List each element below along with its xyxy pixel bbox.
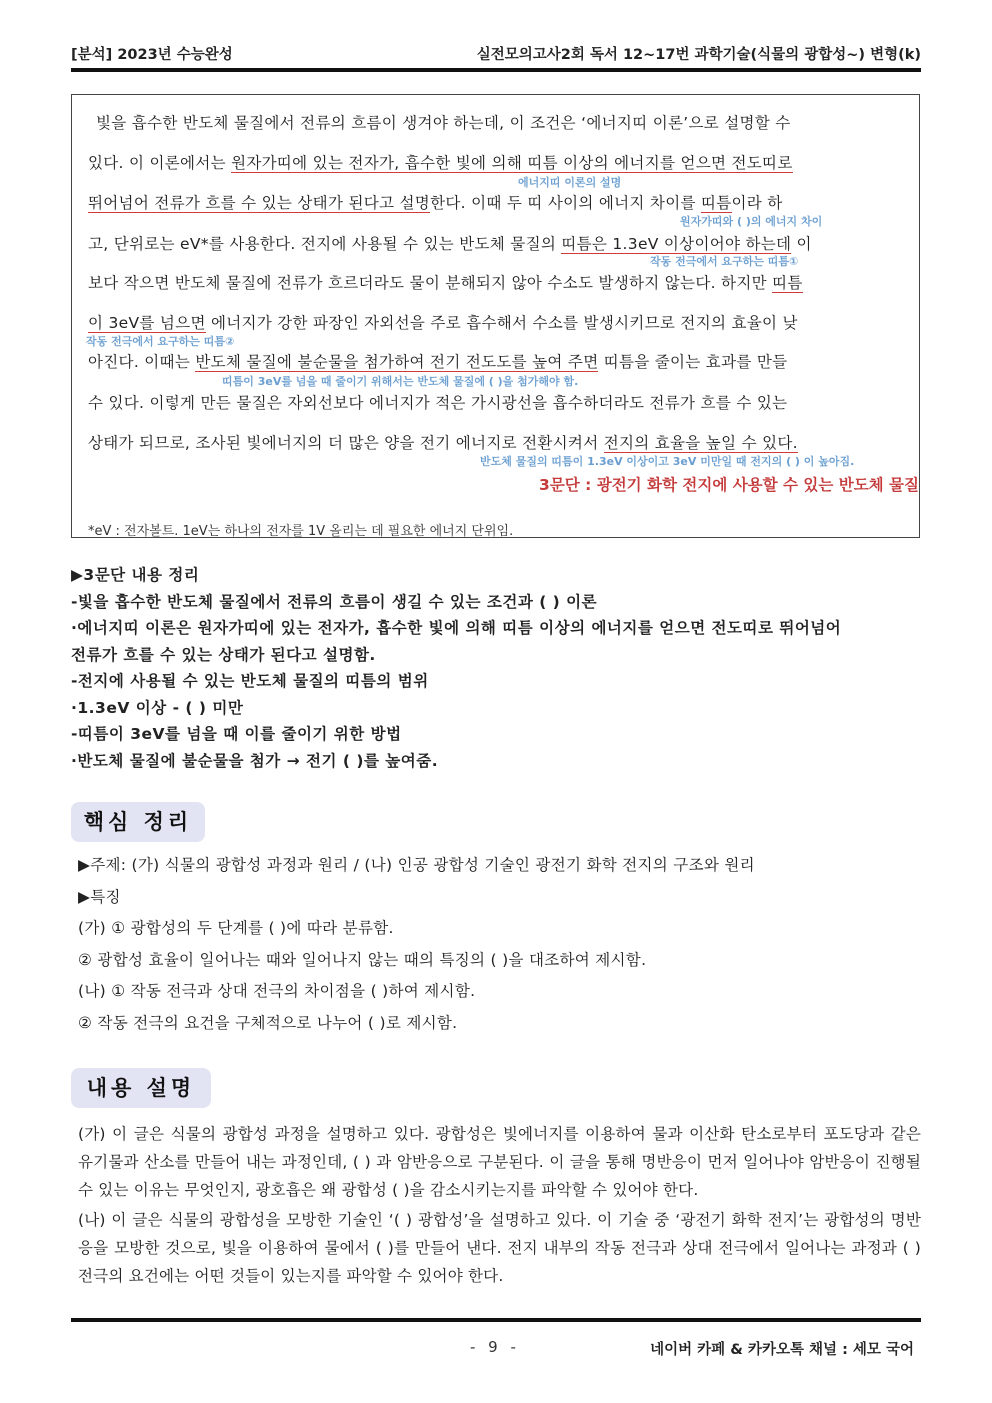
- core-item: ② 작동 전극의 요건을 구체적으로 나누어 ( )로 제시함.: [78, 1013, 458, 1032]
- header-divider: [71, 68, 921, 72]
- passage-line-9: 상태가 되므로, 조사된 빛에너지의 더 많은 양을 전기 에너지로 전환시켜서 전지의 효율을 높일 수 있다.: [88, 434, 798, 452]
- core-item: ▶특징: [78, 887, 121, 906]
- content-explanation-tag: 내용 설명: [71, 1068, 211, 1108]
- summary-item: -전지에 사용될 수 있는 반도체 물질의 띠틈의 범위: [71, 672, 429, 690]
- underlined-text: 반도체 물질에 불순물을 첨가하여 전기 전도도를 높여 주면: [195, 353, 599, 371]
- core-item: ▶주제: (가) 식물의 광합성 과정과 원리 / (나) 인공 광합성 기술인 광전기 화학 전지의 구조와 원리: [78, 856, 755, 874]
- summary-item: ·반도체 물질에 불순물을 첨가 → 전기 ( )를 높여줌.: [71, 751, 439, 770]
- header-right: 실전모의고사2회 독서 12~17번 과학기술(식물의 광합성~) 변형(k): [476, 47, 921, 63]
- passage-line-8: 수 있다. 이렇게 만든 물질은 자외선보다 에너지가 적은 가시광선을 흡수하더라도 전류가 흐를 수 있는: [88, 394, 788, 412]
- core-item: (나) ① 작동 전극과 상대 전극의 차이점을 ( )하여 제시함.: [78, 982, 476, 1000]
- annotation-4: 작동 전극에서 요구하는 띠틈②: [86, 335, 235, 348]
- paragraph-summary: 3문단 : 광전기 화학 전지에 사용할 수 있는 반도체 물질: [539, 476, 919, 494]
- summary-item: ·1.3eV 이상 - ( ) 미만: [71, 698, 244, 717]
- underlined-text: 뛰어넘어 전류가 흐를 수 있는 상태가 된다고 설명: [88, 194, 431, 212]
- page-header: [71, 42, 921, 64]
- underlined-text: 띠틈은 1.3eV 이상이어야 하는데: [561, 235, 792, 253]
- footer-divider: [71, 1318, 921, 1322]
- passage-line-5: 보다 작으면 반도체 물질에 전류가 흐르더라도 물이 분해되지 않아 수소도 발생하지 않는다. 하지만 띠틈: [88, 274, 803, 292]
- content-paragraph-na: (나) 이 글은 식물의 광합성을 모방한 기술인 ‘( ) 광합성’을 설명하고 있다. 이 기술 중 ‘광전기 화학 전지’는 광합성의 명반응을 모방한 것으로, 빛을 이용하여 물에서 ( )를 만들어 낸다. 전지 내부의 작동 전극과 상대 전극에서 일어나는 과정과 ( ) 전극의 요건에는 어떤 것들이 있는지를 파악할 수 있어야 한다.: [78, 1211, 921, 1285]
- paragraph-3-summary: [71, 562, 921, 774]
- footer-channel: 네이버 카페 & 카카오톡 채널 : 세모 국어: [650, 1342, 914, 1358]
- passage-line-4: 고, 단위로는 eV*를 사용한다. 전지에 사용될 수 있는 반도체 물질의 띠틈은 1.3eV 이상이어야 하는데 이: [88, 235, 812, 253]
- passage-line-1: 빛을 흡수한 반도체 물질에서 전류의 흐름이 생겨야 하는데, 이 조건은 ‘에너지띠 이론’으로 설명할 수: [96, 114, 791, 132]
- page-number: - 9 -: [470, 1338, 520, 1356]
- summary-item: 전류가 흐를 수 있는 상태가 된다고 설명함.: [71, 645, 376, 664]
- core-item: (가) ① 광합성의 두 단계를 ( )에 따라 분류함.: [78, 919, 394, 937]
- underlined-text: 원자가띠에 있는 전자가, 흡수한 빛에 의해 띠틈 이상의 에너지를 얻으면 전도띠로: [231, 154, 793, 172]
- passage-box: [71, 94, 920, 538]
- summary-item: -빛을 흡수한 반도체 물질에서 전류의 흐름이 생길 수 있는 조건과 ( ) 이론: [71, 592, 598, 611]
- annotation-3: 작동 전극에서 요구하는 띠틈①: [650, 255, 799, 268]
- core-item: ② 광합성 효율이 일어나는 때와 일어나지 않는 때의 특징의 ( )을 대조하여 제시함.: [78, 950, 647, 969]
- passage-line-7: 아진다. 이때는 반도체 물질에 불순물을 첨가하여 전기 전도도를 높여 주면 띠틈을 줄이는 효과를 만들: [88, 353, 788, 371]
- content-explanation: [78, 1120, 921, 1292]
- summary-item: ·에너지띠 이론은 원자가띠에 있는 전자가, 흡수한 빛에 의해 띠틈 이상의 에너지를 얻으면 전도띠로 뛰어넘어: [71, 619, 842, 637]
- underlined-text: 전지의 효율을 높일 수 있다.: [603, 434, 798, 452]
- annotation-2: 원자가띠와 ( )의 에너지 차이: [680, 215, 823, 228]
- annotation-1: 에너지띠 이론의 설명: [518, 176, 622, 189]
- annotation-5: 띠틈이 3eV를 넘을 때 줄이기 위해서는 반도체 물질에 ( )을 첨가해야 함.: [222, 375, 579, 388]
- summary-item: -띠틈이 3eV를 넘을 때 이를 줄이기 위한 방법: [71, 725, 402, 743]
- underlined-text: 띠틈: [772, 274, 803, 292]
- underlined-text: 띠틈: [700, 194, 732, 212]
- content-paragraph-ga: (가) 이 글은 식물의 광합성 과정을 설명하고 있다. 광합성은 빛에너지를 이용하여 물과 이산화 탄소로부터 포도당과 같은 유기물과 산소를 만들어 내는 과정인데, ( ) 과 암반응으로 구분된다. 이 글을 통해 명반응이 먼저 일어나야 암반응이 진행될 수 있는 이유는 무엇인지, 광호흡은 왜 광합성 ( )을 감소시키는지를 파악할 수 있어야 한다.: [78, 1125, 921, 1199]
- passage-line-3: 뛰어넘어 전류가 흐를 수 있는 상태가 된다고 설명한다. 이때 두 띠 사이의 에너지 차이를 띠틈이라 하: [88, 194, 783, 212]
- annotation-6: 반도체 물질의 띠틈이 1.3eV 이상이고 3eV 미만일 때 전지의 ( ) 이 높아짐.: [480, 455, 855, 468]
- footnote: *eV : 전자볼트. 1eV는 하나의 전자를 1V 올리는 데 필요한 에너지 단위임.: [88, 524, 514, 539]
- summary-title: ▶3문단 내용 정리: [71, 566, 200, 584]
- passage-line-6: 이 3eV를 넘으면 에너지가 강한 파장인 자외선을 주로 흡수해서 수소를 발생시키므로 전지의 효율이 낮: [88, 314, 798, 332]
- underlined-text: 이 3eV를 넘으면: [88, 314, 206, 332]
- core-summary: [78, 850, 928, 1039]
- core-summary-tag: 핵심 정리: [71, 802, 205, 842]
- header-left: [분석] 2023년 수능완성: [71, 47, 233, 63]
- passage-line-2: 있다. 이 이론에서는 원자가띠에 있는 전자가, 흡수한 빛에 의해 띠틈 이상의 에너지를 얻으면 전도띠로: [88, 154, 793, 172]
